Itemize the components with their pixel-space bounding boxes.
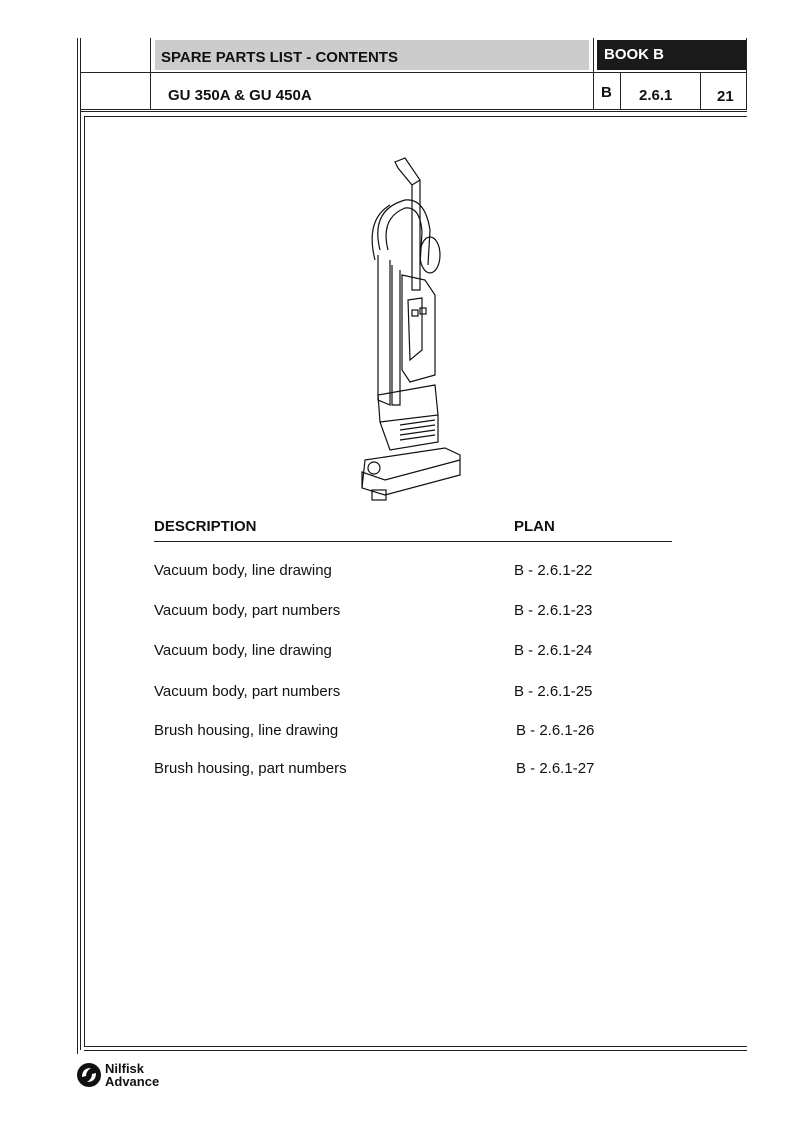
table-row-description: Vacuum body, line drawing [154,562,332,579]
table-row-plan: B - 2.6.1-26 [516,722,595,739]
nilfisk-advance-logo [76,1062,159,1088]
table-row-plan: B - 2.6.1-25 [514,683,593,700]
model-name: GU 350A & GU 450A [168,87,312,104]
table-header-rule [154,541,672,542]
logo-line2: Advance [105,1074,160,1089]
column-header-description: DESCRIPTION [154,518,257,535]
book-label: BOOK B [597,40,746,70]
logo-line1: Nilfisk [105,1061,145,1076]
table-row-description: Vacuum body, line drawing [154,642,332,659]
table-row-plan: B - 2.6.1-22 [514,562,593,579]
table-row-description: Brush housing, line drawing [154,722,339,739]
table-row-plan: B - 2.6.1-23 [514,602,593,619]
table-row-description: Vacuum body, part numbers [154,683,341,700]
page-number: 21 [717,88,734,105]
table-row-plan: B - 2.6.1-27 [516,760,595,777]
section-number: 2.6.1 [639,87,673,104]
table-row-description: Brush housing, part numbers [154,760,347,777]
nilfisk-logo-icon [76,1062,102,1088]
vacuum-line-drawing [350,150,470,515]
table-row-plan: B - 2.6.1-24 [514,642,593,659]
column-header-plan: PLAN [514,518,555,535]
header-title: SPARE PARTS LIST - CONTENTS [155,40,589,70]
section-letter: B [601,84,612,101]
table-row-description: Vacuum body, part numbers [154,602,341,619]
